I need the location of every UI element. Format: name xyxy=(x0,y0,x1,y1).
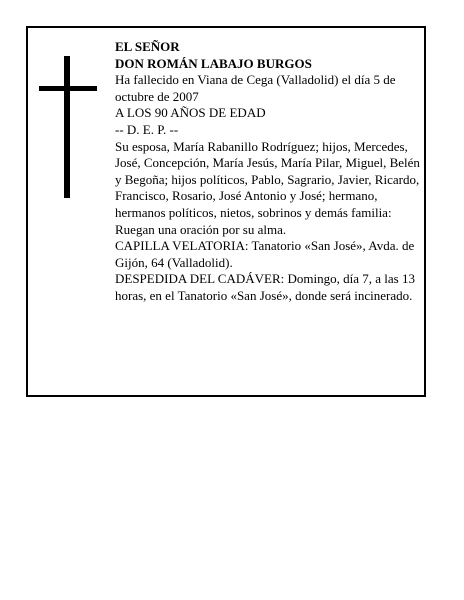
farewell-info: DESPEDIDA DEL CADÁVER: Domingo, día 7, a las 13 horas, en el Tanatorio «San José», donde será incinerado. xyxy=(115,271,415,303)
cross-horizontal-bar xyxy=(39,86,97,91)
death-info: Ha fallecido en Viana de Cega (Valladolid) el día 5 de octubre de 2007 xyxy=(115,72,396,104)
obituary-notice xyxy=(26,26,426,397)
notice-body xyxy=(115,39,421,305)
cross-vertical-bar xyxy=(64,56,70,198)
chapel-info: CAPILLA VELATORIA: Tanatorio «San José», Avda. de Gijón, 64 (Valladolid). xyxy=(115,238,415,270)
rip-line: -- D. E. P. -- xyxy=(115,121,179,137)
deceased-name: DON ROMÁN LABAJO BURGOS xyxy=(115,55,312,71)
prayer-line: Ruegan una oración por su alma. xyxy=(115,221,287,237)
family-list: Su esposa, María Rabanillo Rodríguez; hijos, Mercedes, José, Concepción, María Jesús, María Pilar, Miguel, Belén y Begoña; hijos políticos, Pablo, Sagrario, Javier, Ricardo, Francisco, Rosario, José Antonio y José; hermano, hermanos políticos, nietos, sobrinos y demás familia: xyxy=(115,138,420,220)
cross-icon xyxy=(39,56,97,198)
age-line: A LOS 90 AÑOS DE EDAD xyxy=(115,105,266,121)
title-line-1: EL SEÑOR xyxy=(115,39,180,54)
